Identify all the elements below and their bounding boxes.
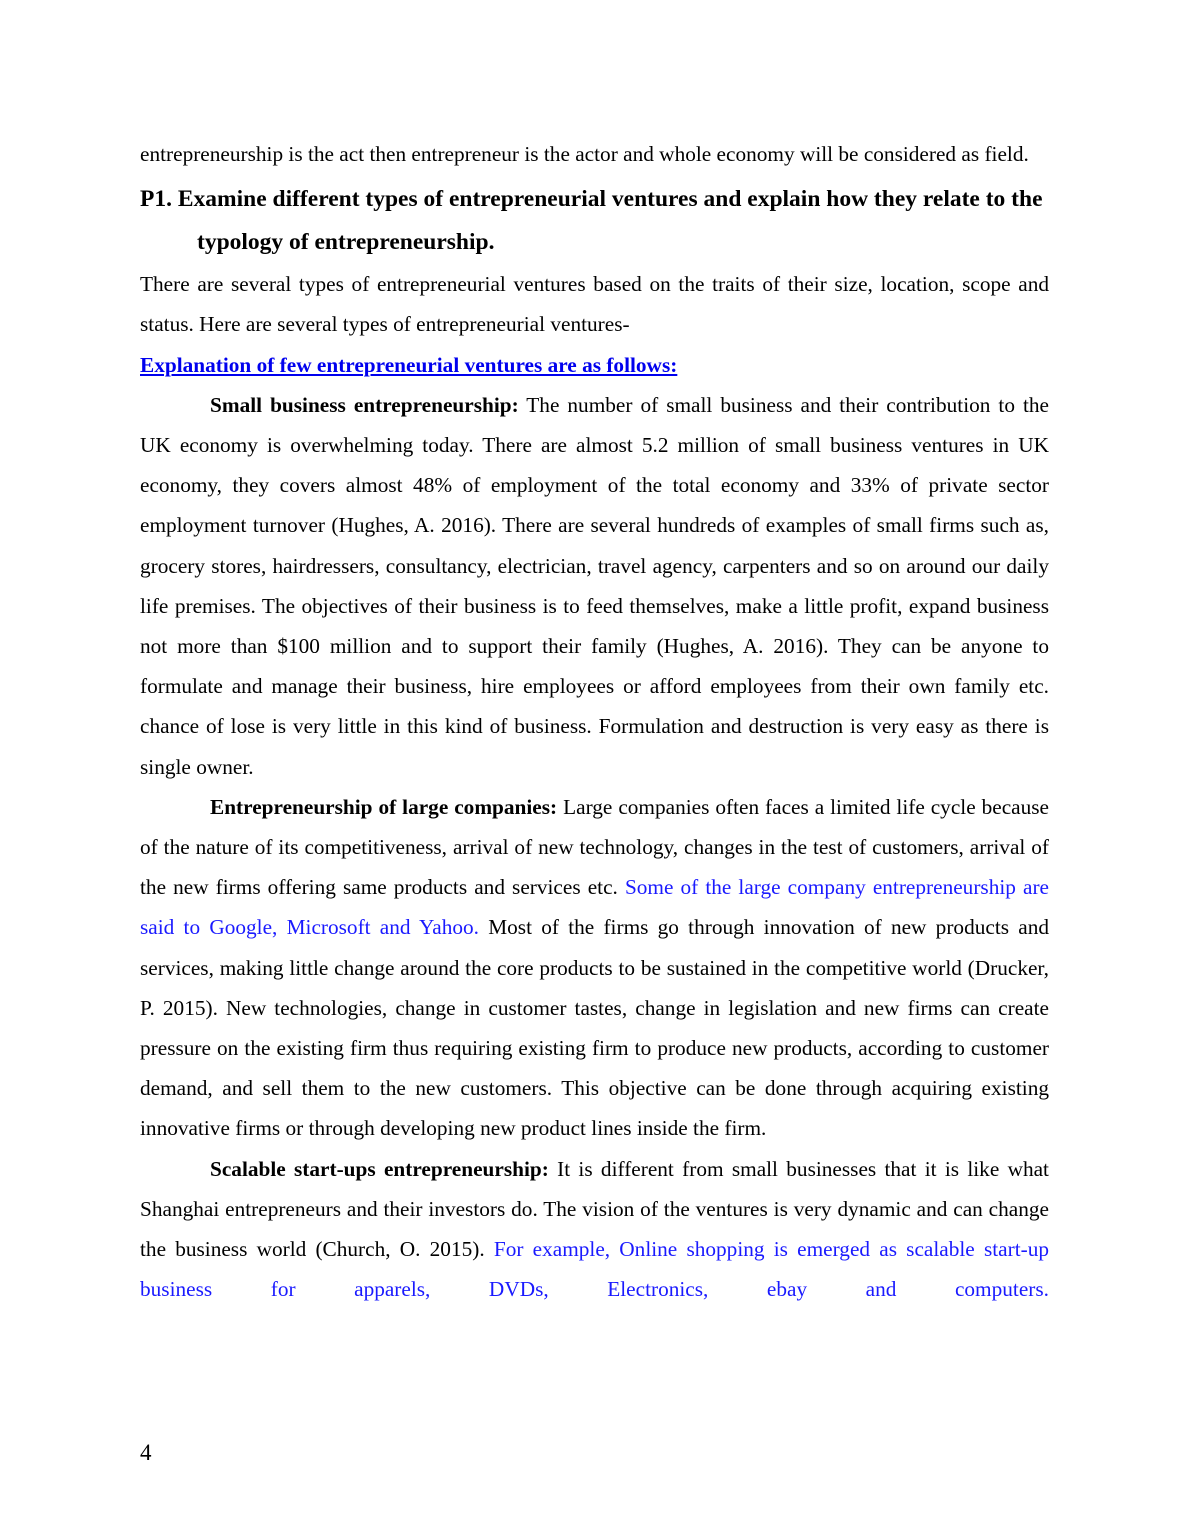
small-business-text: The number of small business and their contribution to the UK economy is overwhelming today. There are almost 5.2 million of small business ventures in UK economy, they covers almost 48% of employment of the total economy and 33% of private sector employment turnover (Hughes, A. 2016). There are several hundreds of examples of small firms such as, grocery stores, hairdressers, consultancy, electrician, travel agency, carpenters and so on around our daily life premises. The objectives of their business is to feed themselves, make a little profit, expand business not more than $100 million and to support their family (Hughes, A. 2016). They can be anyone to formulate and manage their business, hire employees or afford employees from their own family etc. chance of lose is very little in this kind of business. Formulation and destruction is very easy as there is single owner. bbox=[140, 392, 1049, 779]
explanation-link[interactable]: Explanation of few entrepreneurial ventures are as follows: bbox=[140, 352, 678, 377]
scalable-startups-title: Scalable start-ups entrepreneurship: bbox=[210, 1156, 549, 1181]
large-companies-text: Large companies often faces a limited life cycle because of the nature of its competitiveness, arrival of new technology, changes in the test of customers, arrival of the new firms offering same products and services etc. bbox=[140, 794, 1049, 900]
intro-paragraph: entrepreneurship is the act then entrepreneur is the actor and whole economy will be considered as field. bbox=[140, 142, 1029, 166]
scalable-startups-paragraph bbox=[140, 1149, 1049, 1310]
types-paragraph: There are several types of entrepreneurial ventures based on the traits of their size, location, scope and status. Here are several types of entrepreneurial ventures- bbox=[140, 272, 1049, 337]
scalable-startups-text: It is different from small businesses that it is like what Shanghai entrepreneurs and their investors do. The vision of the ventures is very dynamic and can change the business world (Church, O. 2015). bbox=[140, 1156, 1049, 1262]
large-companies-text-2: Most of the firms go through innovation of new products and services, making little change around the core products to be sustained in the competitive world (Drucker, P. 2015). New technologies, change in customer tastes, change in legislation and new firms can create pressure on the existing firm thus requiring existing firm to produce new products, according to customer demand, and sell them to the new customers. This objective can be done through acquiring existing innovative firms or through developing new product lines inside the firm. bbox=[140, 915, 1049, 1141]
small-business-paragraph bbox=[140, 385, 1049, 787]
document-body bbox=[140, 134, 1049, 1309]
section-heading: P1. Examine different types of entrepreneurial ventures and explain how they relate to the typology of entrepreneurship. bbox=[140, 186, 1043, 256]
large-companies-paragraph bbox=[140, 787, 1049, 1149]
page-number: 4 bbox=[140, 1440, 152, 1465]
scalable-startups-example: For example, Online shopping is emerged as scalable start-up business for apparels, DVDs, Electronics, ebay and computers. bbox=[140, 1237, 1049, 1302]
large-companies-title: Entrepreneurship of large companies: bbox=[210, 794, 558, 819]
small-business-title: Small business entrepreneurship: bbox=[210, 392, 519, 417]
large-companies-example: Some of the large company entrepreneurship are said to Google, Microsoft and Yahoo. bbox=[140, 875, 1049, 940]
